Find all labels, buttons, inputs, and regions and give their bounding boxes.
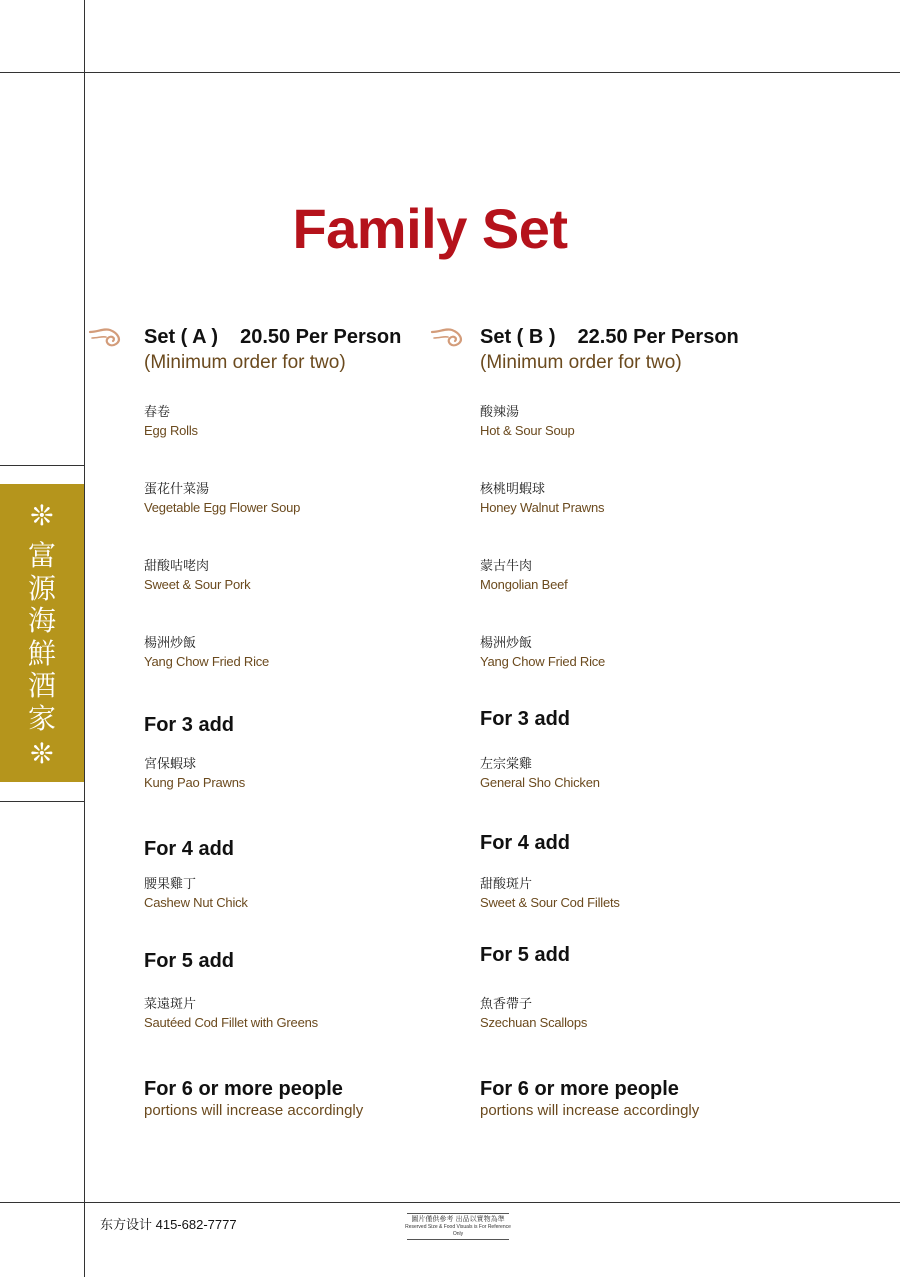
footer-rule [0,1202,900,1203]
set-a-for5-item [144,996,318,1032]
set-a-column [144,0,474,1200]
item-english-name: Egg Rolls [144,423,198,438]
set-a-for4-heading: For 4 add [144,838,235,860]
footer-designer-phone: 东方设计 415-682-7777 [100,1217,237,1232]
set-a-item [144,404,198,440]
item-english-name: Vegetable Egg Flower Soup [144,500,301,515]
set-a-for4-item [144,876,248,912]
item-chinese-name: 宮保蝦球 [144,757,197,772]
set-a-item [144,481,300,517]
item-english-name: Cashew Nut Chick [144,895,248,910]
item-chinese-name: 甜酸斑片 [480,877,533,892]
set-b-item [480,635,605,671]
set-a-item [144,558,250,594]
item-chinese-name: 蒙古牛肉 [480,559,533,574]
set-b-for6-heading: For 6 or more people [480,1078,679,1100]
item-english-name: Szechuan Scallops [480,1015,588,1030]
set-a-minimum: (Minimum order for two) [144,352,346,373]
item-chinese-name: 甜酸咕咾肉 [144,559,210,574]
item-chinese-name: 楊洲炒飯 [480,636,533,651]
set-a-for6-note: portions will increase accordingly [144,1102,364,1119]
stamp-chinese-text: 圖片僅供參考 出品以實物為準 [411,1215,505,1223]
item-english-name: Hot & Sour Soup [480,423,575,438]
reference-stamp [403,1212,513,1238]
flower-ornament-icon: ❊ [30,500,54,531]
set-b-for6-note: portions will increase accordingly [480,1102,700,1119]
restaurant-name: 富 源 海 鮮 酒 家 [27,539,56,735]
item-chinese-name: 腰果雞丁 [144,877,197,892]
item-english-name: Kung Pao Prawns [144,775,246,790]
set-b-column [480,0,810,1200]
item-english-name: Mongolian Beef [480,577,568,592]
set-a-for6-heading: For 6 or more people [144,1078,343,1100]
item-english-name: Yang Chow Fried Rice [144,654,270,669]
item-english-name: General Sho Chicken [480,775,600,790]
item-chinese-name: 蛋花什菜湯 [144,482,210,497]
restaurant-name-band [0,484,84,782]
band-top-rule [0,465,84,466]
band-bottom-rule [0,801,84,802]
set-b-for5-heading: For 5 add [480,944,571,966]
set-b-for3-heading: For 3 add [480,708,571,730]
item-chinese-name: 春卷 [144,405,171,420]
swirl-ornament-icon [88,324,128,350]
item-english-name: Honey Walnut Prawns [480,500,605,515]
item-chinese-name: 楊洲炒飯 [144,636,197,651]
set-b-item [480,404,575,440]
set-a-item [144,635,269,671]
set-a-for3-heading: For 3 add [144,714,235,736]
set-a-for5-heading: For 5 add [144,950,235,972]
set-a-price: 20.50 Per Person [240,326,402,348]
set-b-price: 22.50 Per Person [577,326,739,348]
page-title: Family Set [292,197,568,260]
set-b-for4-item [480,876,620,912]
item-chinese-name: 酸辣湯 [480,405,520,420]
set-a-label: Set ( A ) [144,326,219,348]
item-english-name: Sautéed Cod Fillet with Greens [144,1015,318,1030]
item-english-name: Yang Chow Fried Rice [480,654,606,669]
set-a-for3-item [144,756,245,792]
set-b-for3-item [480,756,600,792]
set-b-minimum: (Minimum order for two) [480,352,682,373]
item-chinese-name: 菜遠斑片 [144,997,197,1012]
set-b-for4-heading: For 4 add [480,832,571,854]
stamp-bottom-rule [407,1239,509,1240]
set-b-item [480,558,568,594]
set-b-heading [480,326,739,349]
item-english-name: Sweet & Sour Pork [144,577,251,592]
set-b-label: Set ( B ) [480,326,556,348]
item-english-name: Sweet & Sour Cod Fillets [480,895,620,910]
stamp-english-text: Reserved Size & Food Visuals is For Reference Only [405,1224,511,1237]
stamp-top-rule [407,1213,509,1214]
item-chinese-name: 核桃明蝦球 [480,482,546,497]
set-b-for5-item [480,996,587,1032]
item-chinese-name: 魚香帶子 [480,997,533,1012]
flower-ornament-icon: ❊ [30,738,54,769]
swirl-ornament-icon [430,324,470,350]
item-chinese-name: 左宗棠雞 [480,757,533,772]
set-a-heading [144,326,401,349]
set-b-item [480,481,604,517]
left-margin-rule [84,0,85,1277]
